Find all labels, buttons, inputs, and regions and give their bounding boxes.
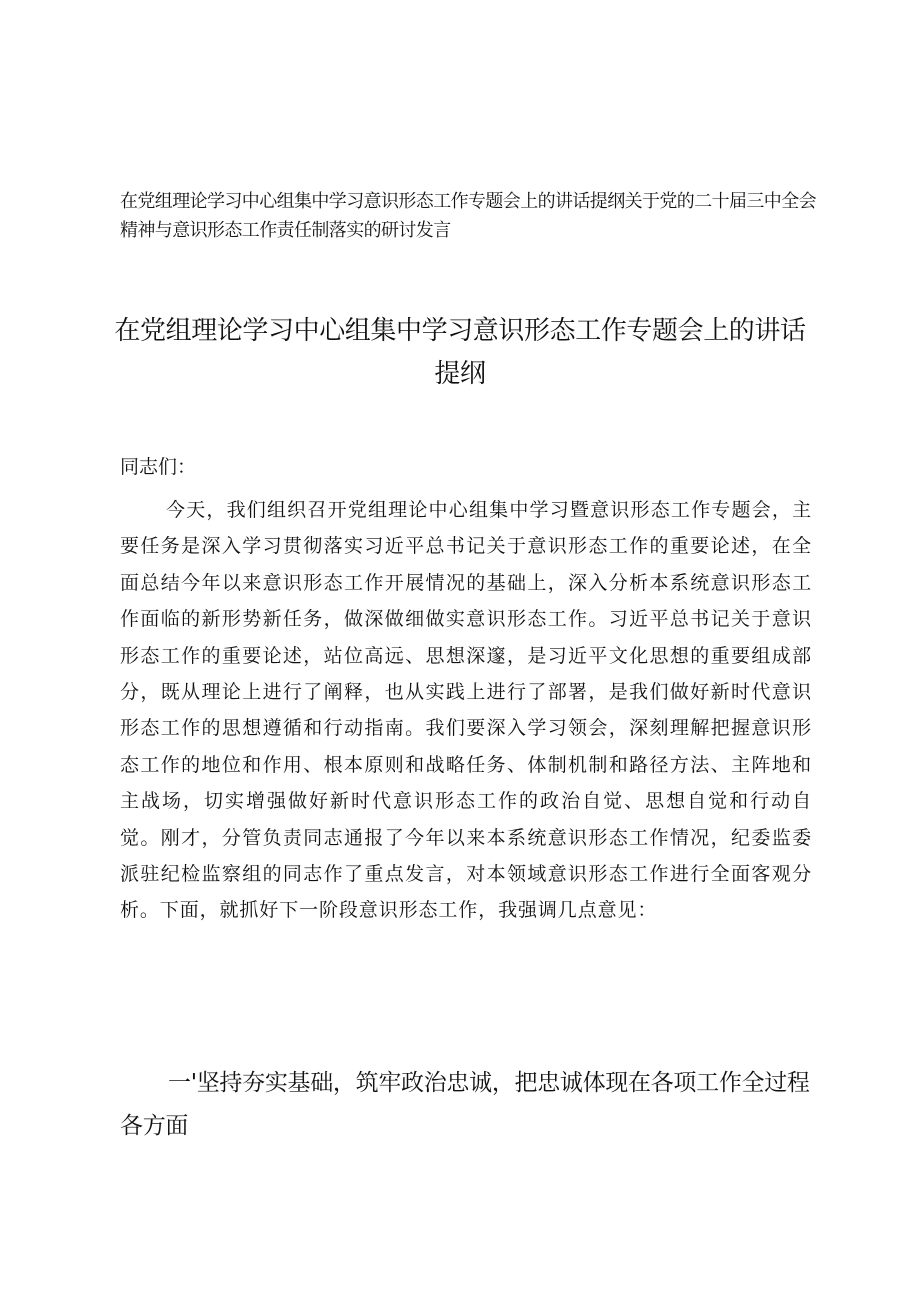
document-header: 在党组理论学习中心组集中学习意识形态工作专题会上的讲话提纲关于党的二十届三中全会精神与意识形态工作责任制落实的研讨发言 <box>120 191 816 241</box>
section-heading: 一'坚持夯实基础，筑牢政治忠诚，把忠诚体现在各项工作全过程各方面 <box>120 1070 810 1139</box>
page-title: 在党组理论学习中心组集中学习意识形态工作专题会上的讲话提纲 <box>114 316 806 389</box>
greeting: 同志们： <box>120 456 197 478</box>
body-paragraph: 今天，我们组织召开党组理论中心组集中学习暨意识形态工作专题会，主要任务是深入学习贯彻落实习近平总书记关于意识形态工作的重要论述，在全面总结今年以来意识形态工作开展情况的基础上，深入分析本系统意识形态工作面临的新形势新任务，做深做细做实意识形态工作。习近平总书记关于意识形态工作的重要论述，站位高远、思想深邃，是习近平文化思想的重要组成部分，既从理论上进行了阐释，也从实践上进行了部署，是我们做好新时代意识形态工作的思想遵循和行动指南。我们要深入学习领会，深刻理解把握意识形态工作的地位和作用、根本原则和战略任务、体制机制和路径方法、主阵地和主战场，切实增强做好新时代意识形态工作的政治自觉、思想自觉和行动自觉。刚才，分管负责同志通报了今年以来本系统意识形态工作情况，纪委监委派驻纪检监察组的同志作了重点发言，对本领域意识形态工作进行全面客观分析。下面，就抓好下一阶段意识形态工作，我强调几点意见： <box>120 499 812 922</box>
